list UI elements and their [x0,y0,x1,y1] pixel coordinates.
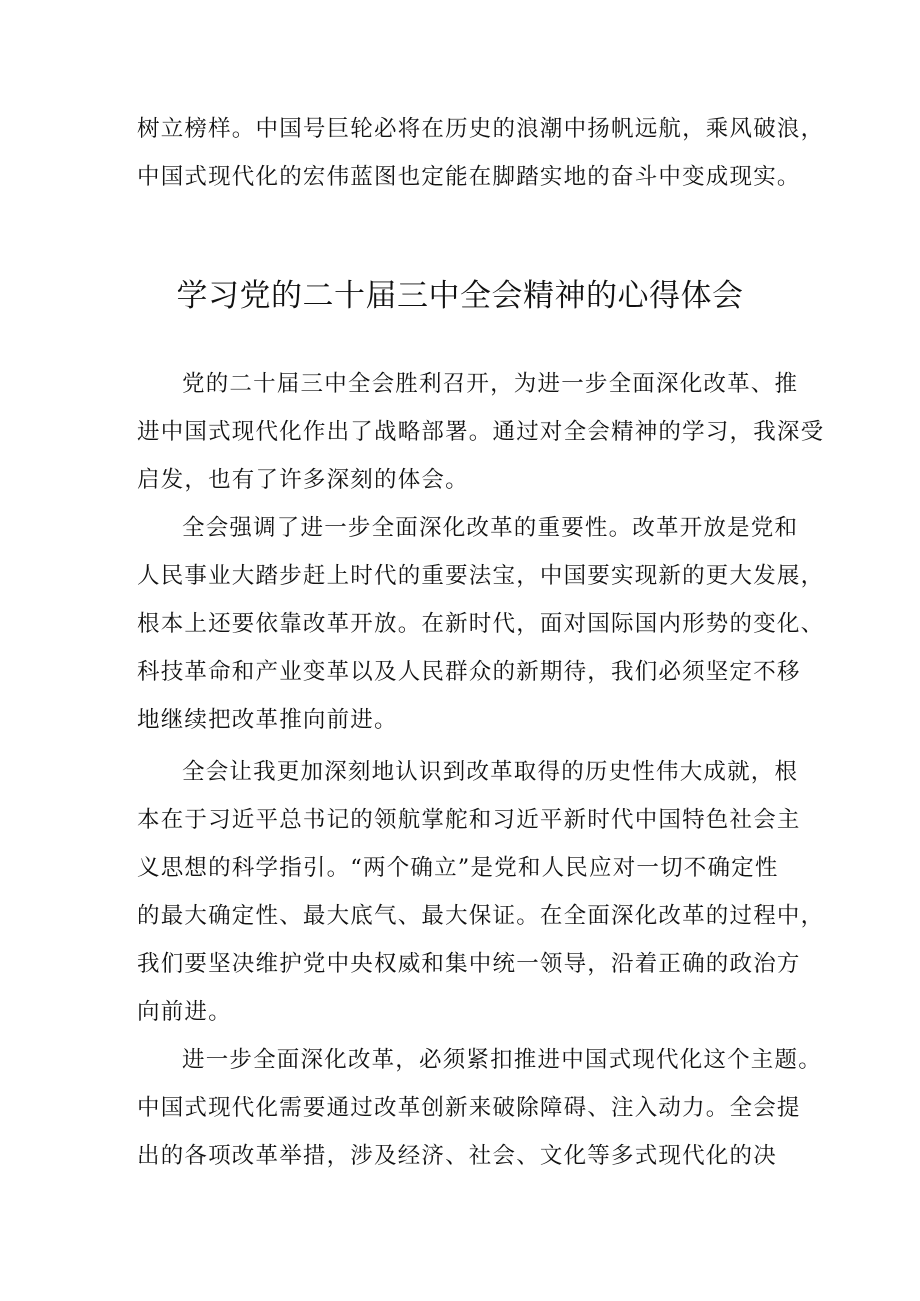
document-title: 学习党的二十届三中全会精神的心得体会 [176,278,744,314]
paragraph-line: 中国式现代化需要通过改革创新来破除障碍、注入动力。全会提 [137,1095,801,1121]
paragraph-line: 全会强调了进一步全面深化改革的重要性。改革开放是党和 [182,515,799,541]
paragraph-line: 本在于习近平总书记的领航掌舵和习近平新时代中国特色社会主 [137,807,801,833]
paragraph-line: 科技革命和产业变革以及人民群众的新期待，我们必须坚定不移 [137,659,801,685]
paragraph-line: 向前进。 [137,999,232,1025]
paragraph-line: 义思想的科学指引。“两个确立”是党和人民应对一切不确定性 [137,855,779,881]
paragraph-line: 进中国式现代化作出了战略部署。通过对全会精神的学习，我深受 [137,419,825,445]
paragraph-line: 根本上还要依靠改革开放。在新时代，面对国际国内形势的变化、 [137,611,825,637]
intro-line: 树立榜样。中国号巨轮必将在历史的浪潮中扬帆远航，乘风破浪， [137,116,825,142]
paragraph-line: 地继续把改革推向前进。 [137,707,398,733]
paragraph-line: 出的各项改革举措，涉及经济、社会、文化等多式现代化的决 [137,1143,777,1169]
paragraph-line: 我们要坚决维护党中央权威和集中统一领导，沿着正确的政治方 [137,951,801,977]
paragraph-line: 进一步全面深化改革，必须紧扣推进中国式现代化这个主题。 [182,1047,822,1073]
paragraph-line: 党的二十届三中全会胜利召开，为进一步全面深化改革、推 [182,371,799,397]
intro-line: 中国式现代化的宏伟蓝图也定能在脚踏实地的奋斗中变成现实。 [137,164,801,190]
paragraph-line: 启发，也有了许多深刻的体会。 [137,467,469,493]
paragraph-line: 的最大确定性、最大底气、最大保证。在全面深化改革的过程中， [137,903,825,929]
paragraph-line: 人民事业大踏步赶上时代的重要法宝，中国要实现新的更大发展， [137,563,825,589]
paragraph-line: 全会让我更加深刻地认识到改革取得的历史性伟大成就，根 [182,759,799,785]
